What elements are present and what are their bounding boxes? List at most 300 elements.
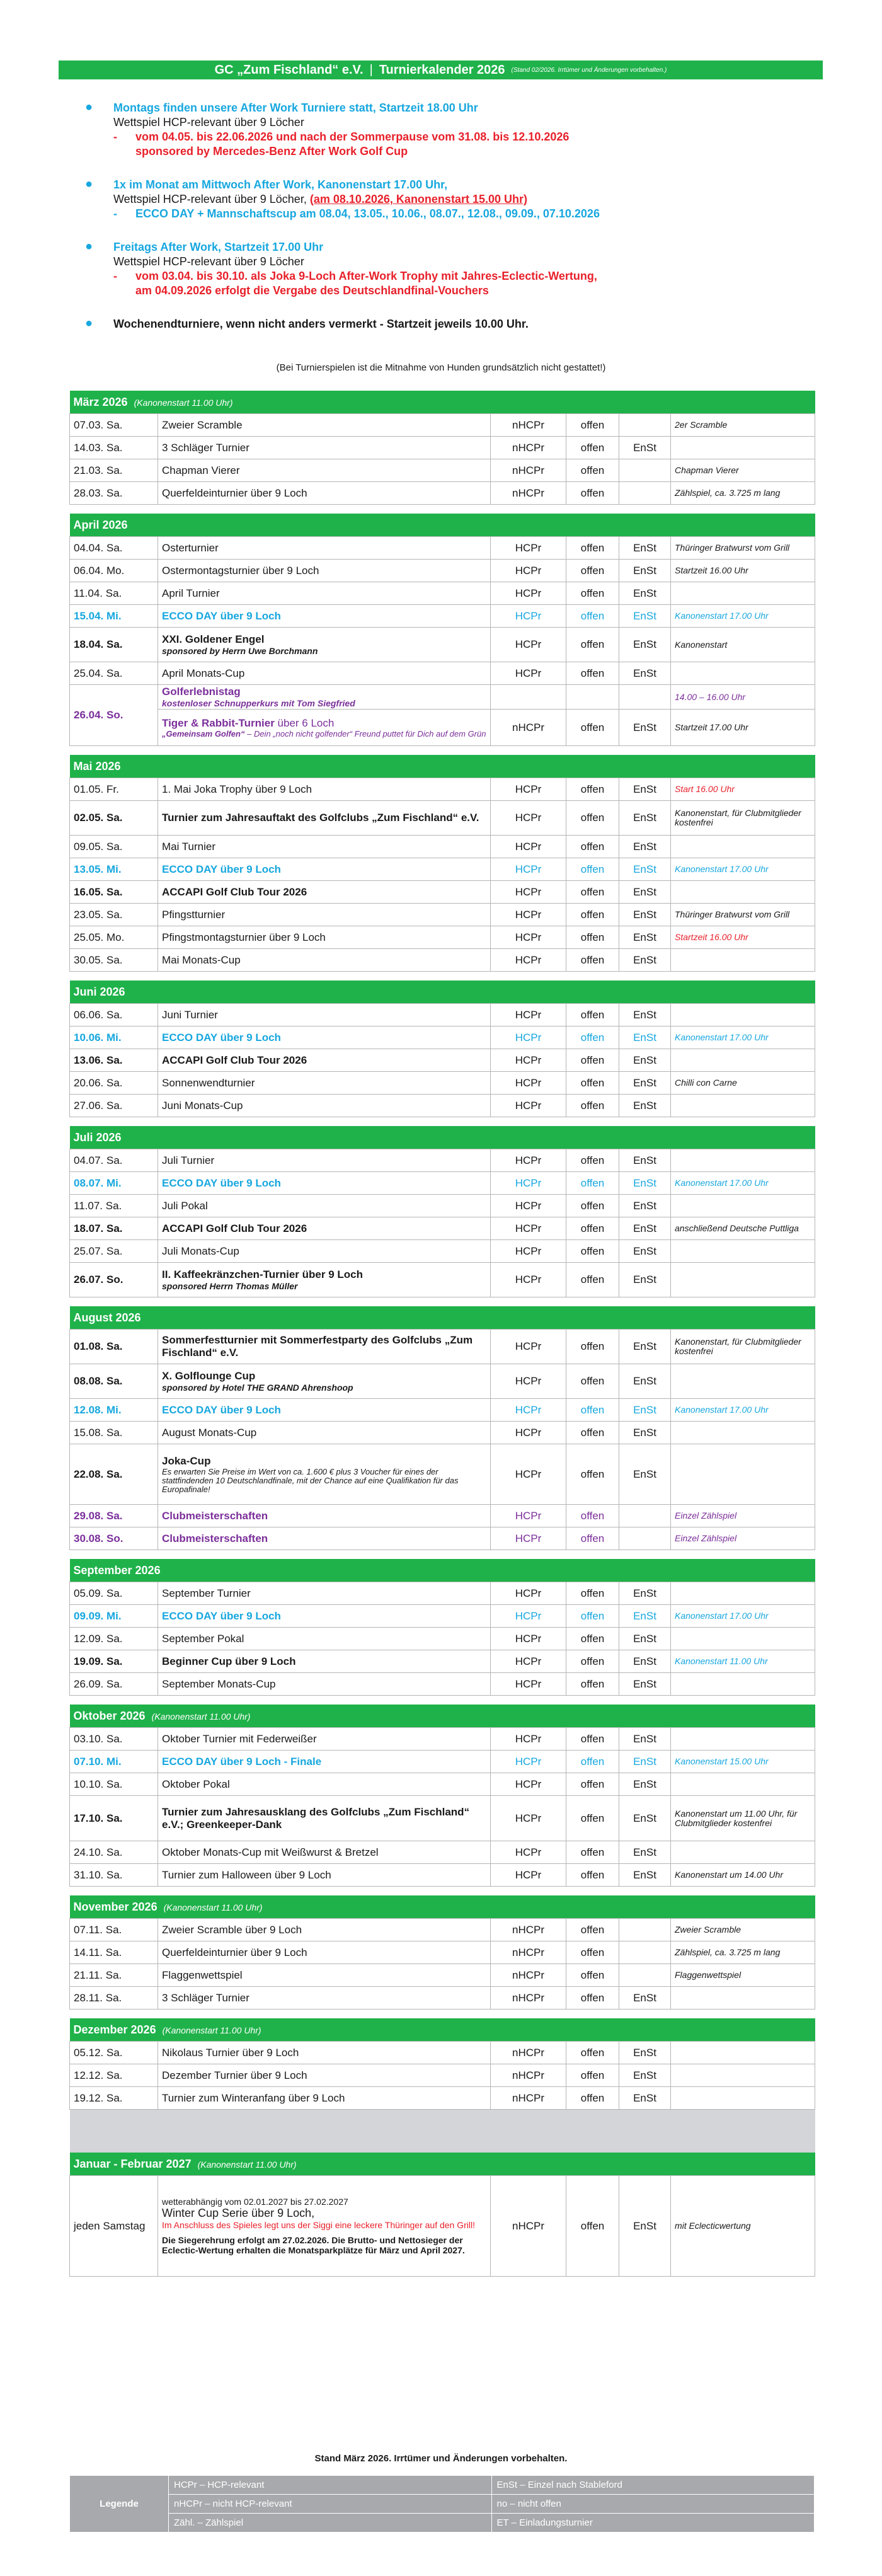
month-header	[70, 514, 815, 537]
table-row	[70, 1049, 815, 1072]
table-cell	[70, 972, 815, 981]
table-cell: ECCO DAY über 9 Loch	[158, 1399, 491, 1422]
table-cell: Zweier Scramble	[158, 414, 491, 437]
table-cell: HCPr	[491, 1650, 566, 1673]
table-cell: EnSt	[619, 1582, 671, 1605]
table-cell	[671, 1444, 815, 1505]
table-cell: offen	[566, 1605, 619, 1628]
table-cell: 29.08. Sa.	[70, 1505, 158, 1527]
table-cell: 23.05. Sa.	[70, 904, 158, 926]
table-cell: August Monats-Cup	[158, 1422, 491, 1444]
table-cell: Kanonenstart 15.00 Uhr	[671, 1751, 815, 1773]
table-cell: 22.08. Sa.	[70, 1444, 158, 1505]
table-cell: EnSt	[619, 1004, 671, 1026]
table-cell: Ostermontagsturnier über 9 Loch	[158, 560, 491, 582]
intro-sub: sponsored by Mercedes-Benz After Work Golf Cup	[135, 145, 408, 158]
table-cell: offen	[566, 1527, 619, 1550]
table-cell: nHCPr	[491, 1941, 566, 1964]
table-cell: HCPr	[491, 1399, 566, 1422]
table-cell: offen	[566, 1399, 619, 1422]
table-cell: offen	[566, 628, 619, 662]
table-cell	[70, 1117, 815, 1127]
table-cell: HCPr	[491, 904, 566, 926]
table-cell	[70, 1550, 815, 1560]
table-cell	[70, 746, 815, 756]
table-cell: offen	[566, 1330, 619, 1364]
table-row	[70, 1095, 815, 1117]
table-cell	[566, 685, 619, 710]
table-cell: offen	[566, 881, 619, 904]
intro	[82, 101, 806, 350]
table-cell: EnSt	[619, 1987, 671, 2010]
table-cell: EnSt	[619, 2087, 671, 2110]
table-cell: HCPr	[491, 1263, 566, 1297]
table-cell	[671, 1728, 815, 1751]
table-cell: 07.11. Sa.	[70, 1919, 158, 1941]
table-row	[70, 1072, 815, 1095]
table-cell: offen	[566, 1987, 619, 2010]
table-cell: HCPr	[491, 1026, 566, 1049]
table-cell: HCPr	[491, 836, 566, 858]
table-cell: Kanonenstart 17.00 Uhr	[671, 1026, 815, 1049]
table-cell: 15.08. Sa.	[70, 1422, 158, 1444]
table-cell: X. Golflounge Cup sponsored by Hotel THE GRAND Ahrenshoop	[158, 1364, 491, 1399]
table-cell: Turnier zum Winteranfang über 9 Loch	[158, 2087, 491, 2110]
table-cell: 14.03. Sa.	[70, 437, 158, 459]
table-cell: Mai 2026	[70, 755, 815, 778]
table-cell: HCPr	[491, 1841, 566, 1864]
table-cell: Turnier zum Jahresausklang des Golfclubs „Zum Fischland“ e.V.; Greenkeeper-Dank	[158, 1796, 491, 1841]
table-cell: 25.05. Mo.	[70, 926, 158, 949]
table-cell: Chapman Vierer	[158, 459, 491, 482]
table-cell: offen	[566, 560, 619, 582]
table-cell: EnSt	[619, 1263, 671, 1297]
table-cell: HCPr	[491, 1864, 566, 1887]
table-cell: offen	[566, 1505, 619, 1527]
table-cell: EnSt	[619, 1728, 671, 1751]
legend-item: no – nicht offen	[491, 2495, 815, 2514]
table-cell: nHCPr	[491, 2087, 566, 2110]
table-cell: offen	[566, 1026, 619, 1049]
table-cell: nHCPr	[491, 459, 566, 482]
table-cell: Mai Turnier	[158, 836, 491, 858]
table-cell: 12.09. Sa.	[70, 1628, 158, 1650]
title-separator: |	[369, 62, 373, 77]
table-cell: Einzel Zählspiel	[671, 1505, 815, 1527]
table-cell: EnSt	[619, 1149, 671, 1172]
month-header	[70, 1895, 815, 1919]
intro-weekend	[82, 317, 806, 331]
table-cell	[671, 662, 815, 685]
table-cell: 2er Scramble	[671, 414, 815, 437]
table-cell: offen	[566, 1195, 619, 1217]
table-cell: HCPr	[491, 1422, 566, 1444]
table-cell: Juni Turnier	[158, 1004, 491, 1026]
legend-item: EnSt – Einzel nach Stableford	[491, 2476, 815, 2495]
table-cell: offen	[566, 858, 619, 881]
table-cell: 30.08. So.	[70, 1527, 158, 1550]
table-cell: nHCPr	[491, 1964, 566, 1987]
table-row	[70, 1364, 815, 1399]
table-cell: HCPr	[491, 858, 566, 881]
table-cell: HCPr	[491, 1773, 566, 1796]
table-row	[70, 1751, 815, 1773]
table-row	[70, 1964, 815, 1987]
table-cell: EnSt	[619, 537, 671, 560]
table-cell	[491, 685, 566, 710]
table-cell: Kanonenstart um 14.00 Uhr	[671, 1864, 815, 1887]
table-cell: nHCPr	[491, 2176, 566, 2277]
table-cell: Querfeldeinturnier über 9 Loch	[158, 1941, 491, 1964]
table-cell: offen	[566, 1796, 619, 1841]
table-cell: EnSt	[619, 1444, 671, 1505]
table-cell: September 2026	[70, 1559, 815, 1582]
table-cell: EnSt	[619, 560, 671, 582]
table-row	[70, 582, 815, 605]
table-cell: Chilli con Carne	[671, 1072, 815, 1095]
table-cell: offen	[566, 836, 619, 858]
legend-item: ET – Einladungsturnier	[491, 2514, 815, 2533]
table-cell: offen	[566, 2064, 619, 2087]
table-cell: 08.08. Sa.	[70, 1364, 158, 1399]
table-cell: 30.05. Sa.	[70, 949, 158, 972]
table-cell	[671, 1195, 815, 1217]
table-cell: Juli Turnier	[158, 1149, 491, 1172]
month-header	[70, 980, 815, 1004]
table-cell: Beginner Cup über 9 Loch	[158, 1650, 491, 1673]
table-cell: Einzel Zählspiel	[671, 1527, 815, 1550]
table-row	[70, 1605, 815, 1628]
table-cell: EnSt	[619, 1864, 671, 1887]
table-cell: Start 16.00 Uhr	[671, 778, 815, 801]
table-cell: Juni 2026	[70, 980, 815, 1004]
table-cell: Flaggenwettspiel	[671, 1964, 815, 1987]
table-cell: EnSt	[619, 1650, 671, 1673]
table-cell: 3 Schläger Turnier	[158, 437, 491, 459]
table-cell: 07.10. Mi.	[70, 1751, 158, 1773]
table-row	[70, 605, 815, 628]
table-cell: HCPr	[491, 605, 566, 628]
table-cell: 13.05. Mi.	[70, 858, 158, 881]
table-cell: nHCPr	[491, 437, 566, 459]
table-row	[70, 1444, 815, 1505]
table-row	[70, 560, 815, 582]
table-cell: offen	[566, 1628, 619, 1650]
table-cell: September Pokal	[158, 1628, 491, 1650]
table-cell: nHCPr	[491, 1919, 566, 1941]
table-cell: 10.10. Sa.	[70, 1773, 158, 1796]
table-row	[70, 2176, 815, 2277]
table-cell	[671, 881, 815, 904]
bullet-icon: ●	[85, 177, 93, 191]
table-cell: Kanonenstart, für Clubmitglieder kostenfrei	[671, 1330, 815, 1364]
table-cell: 06.06. Sa.	[70, 1004, 158, 1026]
table-row	[70, 1172, 815, 1195]
table-cell: April Turnier	[158, 582, 491, 605]
table-cell: Mai Monats-Cup	[158, 949, 491, 972]
table-cell: EnSt	[619, 1195, 671, 1217]
table-cell: offen	[566, 662, 619, 685]
legend-item: nHCPr – nicht HCP-relevant	[169, 2495, 492, 2514]
table-cell: Pfingstturnier	[158, 904, 491, 926]
table-cell: 20.06. Sa.	[70, 1072, 158, 1095]
table-cell	[671, 1673, 815, 1696]
table-cell: 21.11. Sa.	[70, 1964, 158, 1987]
table-cell	[671, 2042, 815, 2064]
table-cell	[70, 1297, 815, 1307]
table-row	[70, 1650, 815, 1673]
table-cell: offen	[566, 2042, 619, 2064]
table-cell: 04.07. Sa.	[70, 1149, 158, 1172]
table-cell: EnSt	[619, 836, 671, 858]
table-cell: Oktober Pokal	[158, 1773, 491, 1796]
table-cell: offen	[566, 1650, 619, 1673]
table-cell	[619, 1919, 671, 1941]
table-row	[70, 662, 815, 685]
table-cell: offen	[566, 1172, 619, 1195]
table-cell: HCPr	[491, 1605, 566, 1628]
intro-sub: - ECCO DAY + Mannschaftscup am 08.04, 13.05., 10.06., 08.07., 12.08., 09.09., 07.10.2026	[113, 207, 600, 220]
table-cell: EnSt	[619, 1072, 671, 1095]
legend	[69, 2475, 815, 2533]
table-cell: Juli Pokal	[158, 1195, 491, 1217]
table-cell	[671, 2087, 815, 2110]
table-cell: Kanonenstart 17.00 Uhr	[671, 1399, 815, 1422]
table-cell	[619, 1527, 671, 1550]
table-cell: Januar - Februar 2027 (Kanonenstart 11.00 Uhr)	[70, 2153, 815, 2176]
bullet-icon: ●	[85, 239, 93, 253]
table-cell: Zweier Scramble über 9 Loch	[158, 1919, 491, 1941]
table-cell: offen	[566, 1004, 619, 1026]
table-row	[70, 2042, 815, 2064]
legend-label: Legende	[70, 2476, 169, 2533]
table-row	[70, 2064, 815, 2087]
table-cell: HCPr	[491, 881, 566, 904]
table-cell: Querfeldeinturnier über 9 Loch	[158, 482, 491, 505]
table-cell: 1. Mai Joka Trophy über 9 Loch	[158, 778, 491, 801]
table-cell: 04.04. Sa.	[70, 537, 158, 560]
table-cell: offen	[566, 926, 619, 949]
table-cell: 09.09. Mi.	[70, 1605, 158, 1628]
table-cell: 11.07. Sa.	[70, 1195, 158, 1217]
calendar-table	[69, 391, 815, 2277]
table-cell: offen	[566, 710, 619, 746]
table-row	[70, 710, 815, 746]
table-row	[70, 1422, 815, 1444]
table-cell: nHCPr	[491, 2064, 566, 2087]
intro-line: Wettspiel HCP-relevant über 9 Löcher, (am 08.10.2026, Kanonenstart 15.00 Uhr)	[113, 193, 527, 205]
table-cell: HCPr	[491, 662, 566, 685]
table-cell: EnSt	[619, 778, 671, 801]
table-cell: Thüringer Bratwurst vom Grill	[671, 537, 815, 560]
month-header	[70, 1559, 815, 1582]
table-cell	[671, 1240, 815, 1263]
table-row	[70, 926, 815, 949]
table-cell: Juli Monats-Cup	[158, 1240, 491, 1263]
table-cell	[671, 949, 815, 972]
table-cell: EnSt	[619, 710, 671, 746]
table-cell: Dezember Turnier über 9 Loch	[158, 2064, 491, 2087]
table-cell: EnSt	[619, 1240, 671, 1263]
table-cell: April 2026	[70, 514, 815, 537]
table-cell: HCPr	[491, 560, 566, 582]
table-row	[70, 1628, 815, 1650]
table-cell: 01.08. Sa.	[70, 1330, 158, 1364]
table-cell: 15.04. Mi.	[70, 605, 158, 628]
table-cell: August 2026	[70, 1306, 815, 1330]
intro-friday	[82, 240, 806, 298]
table-cell: nHCPr	[491, 2042, 566, 2064]
table-row	[70, 858, 815, 881]
month-header	[70, 1306, 815, 1330]
table-cell: offen	[566, 1444, 619, 1505]
table-row	[70, 1149, 815, 1172]
table-cell: offen	[566, 482, 619, 505]
table-cell: offen	[566, 459, 619, 482]
table-row	[70, 1582, 815, 1605]
table-cell: HCPr	[491, 1728, 566, 1751]
month-header	[70, 1705, 815, 1728]
table-cell: EnSt	[619, 2042, 671, 2064]
table-cell: EnSt	[619, 1422, 671, 1444]
table-cell	[671, 1049, 815, 1072]
table-cell: 09.05. Sa.	[70, 836, 158, 858]
table-row	[70, 881, 815, 904]
table-cell: offen	[566, 582, 619, 605]
table-cell: November 2026 (Kanonenstart 11.00 Uhr)	[70, 1895, 815, 1919]
table-cell: Sonnenwendturnier	[158, 1072, 491, 1095]
table-row	[70, 437, 815, 459]
table-cell: Kanonenstart 17.00 Uhr	[671, 1172, 815, 1195]
table-cell: offen	[566, 1773, 619, 1796]
table-cell: EnSt	[619, 582, 671, 605]
table-cell: 26.07. So.	[70, 1263, 158, 1297]
page-title: Turnierkalender 2026	[379, 62, 505, 77]
table-cell: 3 Schläger Turnier	[158, 1987, 491, 2010]
table-cell: 14.11. Sa.	[70, 1941, 158, 1964]
table-cell: 14.00 – 16.00 Uhr	[671, 685, 815, 710]
table-cell: offen	[566, 437, 619, 459]
table-row	[70, 459, 815, 482]
table-cell: HCPr	[491, 1004, 566, 1026]
table-cell: 13.06. Sa.	[70, 1049, 158, 1072]
table-cell: HCPr	[491, 1673, 566, 1696]
table-cell: offen	[566, 1964, 619, 1987]
table-cell: offen	[566, 1049, 619, 1072]
bullet-icon: ●	[85, 316, 93, 330]
table-cell: EnSt	[619, 1364, 671, 1399]
table-cell: Clubmeisterschaften	[158, 1527, 491, 1550]
table-cell: EnSt	[619, 1217, 671, 1240]
table-cell: 17.10. Sa.	[70, 1796, 158, 1841]
table-cell: HCPr	[491, 1149, 566, 1172]
table-row	[70, 1004, 815, 1026]
table-cell: 18.07. Sa.	[70, 1217, 158, 1240]
table-cell: Kanonenstart	[671, 628, 815, 662]
table-cell: Oktober 2026 (Kanonenstart 11.00 Uhr)	[70, 1705, 815, 1728]
table-row	[70, 685, 815, 710]
table-cell: Thüringer Bratwurst vom Grill	[671, 904, 815, 926]
table-cell: EnSt	[619, 858, 671, 881]
month-header	[70, 391, 815, 414]
table-cell: offen	[566, 1240, 619, 1263]
table-cell: offen	[566, 1095, 619, 1117]
spacer-band	[70, 2110, 815, 2153]
table-cell: ACCAPI Golf Club Tour 2026	[158, 1049, 491, 1072]
table-cell: HCPr	[491, 1364, 566, 1399]
table-row	[70, 1673, 815, 1696]
table-cell	[619, 685, 671, 710]
table-cell: HCPr	[491, 582, 566, 605]
table-cell	[671, 1628, 815, 1650]
table-cell	[671, 1582, 815, 1605]
table-cell: ECCO DAY über 9 Loch	[158, 605, 491, 628]
table-cell: 21.03. Sa.	[70, 459, 158, 482]
table-cell: offen	[566, 949, 619, 972]
table-cell: II. Kaffeekränzchen-Turnier über 9 Loch sponsored Herrn Thomas Müller	[158, 1263, 491, 1297]
table-cell: nHCPr	[491, 414, 566, 437]
table-cell: EnSt	[619, 1026, 671, 1049]
table-cell: HCPr	[491, 628, 566, 662]
table-cell: 19.12. Sa.	[70, 2087, 158, 2110]
table-cell: Golferlebnistag kostenloser Schnupperkurs mit Tom Siegfried	[158, 685, 491, 710]
table-cell: HCPr	[491, 949, 566, 972]
table-cell: HCPr	[491, 801, 566, 836]
table-cell: Kanonenstart 17.00 Uhr	[671, 1605, 815, 1628]
intro-heading: Montags finden unsere After Work Turniere statt, Startzeit 18.00 Uhr	[113, 101, 478, 114]
table-row	[70, 1527, 815, 1550]
table-cell: EnSt	[619, 1095, 671, 1117]
table-cell: HCPr	[491, 778, 566, 801]
table-cell: offen	[566, 1217, 619, 1240]
table-cell: EnSt	[619, 2176, 671, 2277]
table-cell: Nikolaus Turnier über 9 Loch	[158, 2042, 491, 2064]
month-header	[70, 2018, 815, 2042]
table-cell: offen	[566, 1263, 619, 1297]
table-row	[70, 1919, 815, 1941]
table-cell: EnSt	[619, 437, 671, 459]
table-cell: EnSt	[619, 1049, 671, 1072]
table-cell: wetterabhängig vom 02.01.2027 bis 27.02.2027 Winter Cup Serie über 9 Loch, Im Anschluss des Spieles legt uns der Siggi eine leckere Thüringer auf den Grill! Die Siegerehrung erfolgt am 27.02.2026. Die Brutto- und Nettosieger der Eclectic-Wertung erhalten die Monatsparkplätze für März und April 2027.	[158, 2176, 491, 2277]
table-cell: offen	[566, 1728, 619, 1751]
table-row	[70, 1263, 815, 1297]
table-cell: offen	[566, 801, 619, 836]
table-cell: 27.06. Sa.	[70, 1095, 158, 1117]
table-cell: EnSt	[619, 1605, 671, 1628]
table-cell: offen	[566, 1941, 619, 1964]
table-row	[70, 949, 815, 972]
table-row	[70, 836, 815, 858]
table-cell: Turnier zum Halloween über 9 Loch	[158, 1864, 491, 1887]
table-cell: Startzeit 17.00 Uhr	[671, 710, 815, 746]
table-cell: 26.09. Sa.	[70, 1673, 158, 1696]
table-cell	[671, 836, 815, 858]
intro-line: Wettspiel HCP-relevant über 9 Löcher	[113, 116, 304, 129]
table-cell	[619, 1941, 671, 1964]
table-row	[70, 414, 815, 437]
table-cell	[619, 482, 671, 505]
table-cell: HCPr	[491, 1505, 566, 1527]
table-cell: HCPr	[491, 1796, 566, 1841]
table-cell: 11.04. Sa.	[70, 582, 158, 605]
table-cell: 05.09. Sa.	[70, 1582, 158, 1605]
table-row	[70, 1773, 815, 1796]
table-cell: Chapman Vierer	[671, 459, 815, 482]
table-cell: 26.04. So.	[70, 685, 158, 746]
table-cell: ECCO DAY über 9 Loch	[158, 858, 491, 881]
table-cell: EnSt	[619, 1330, 671, 1364]
table-cell: 28.03. Sa.	[70, 482, 158, 505]
